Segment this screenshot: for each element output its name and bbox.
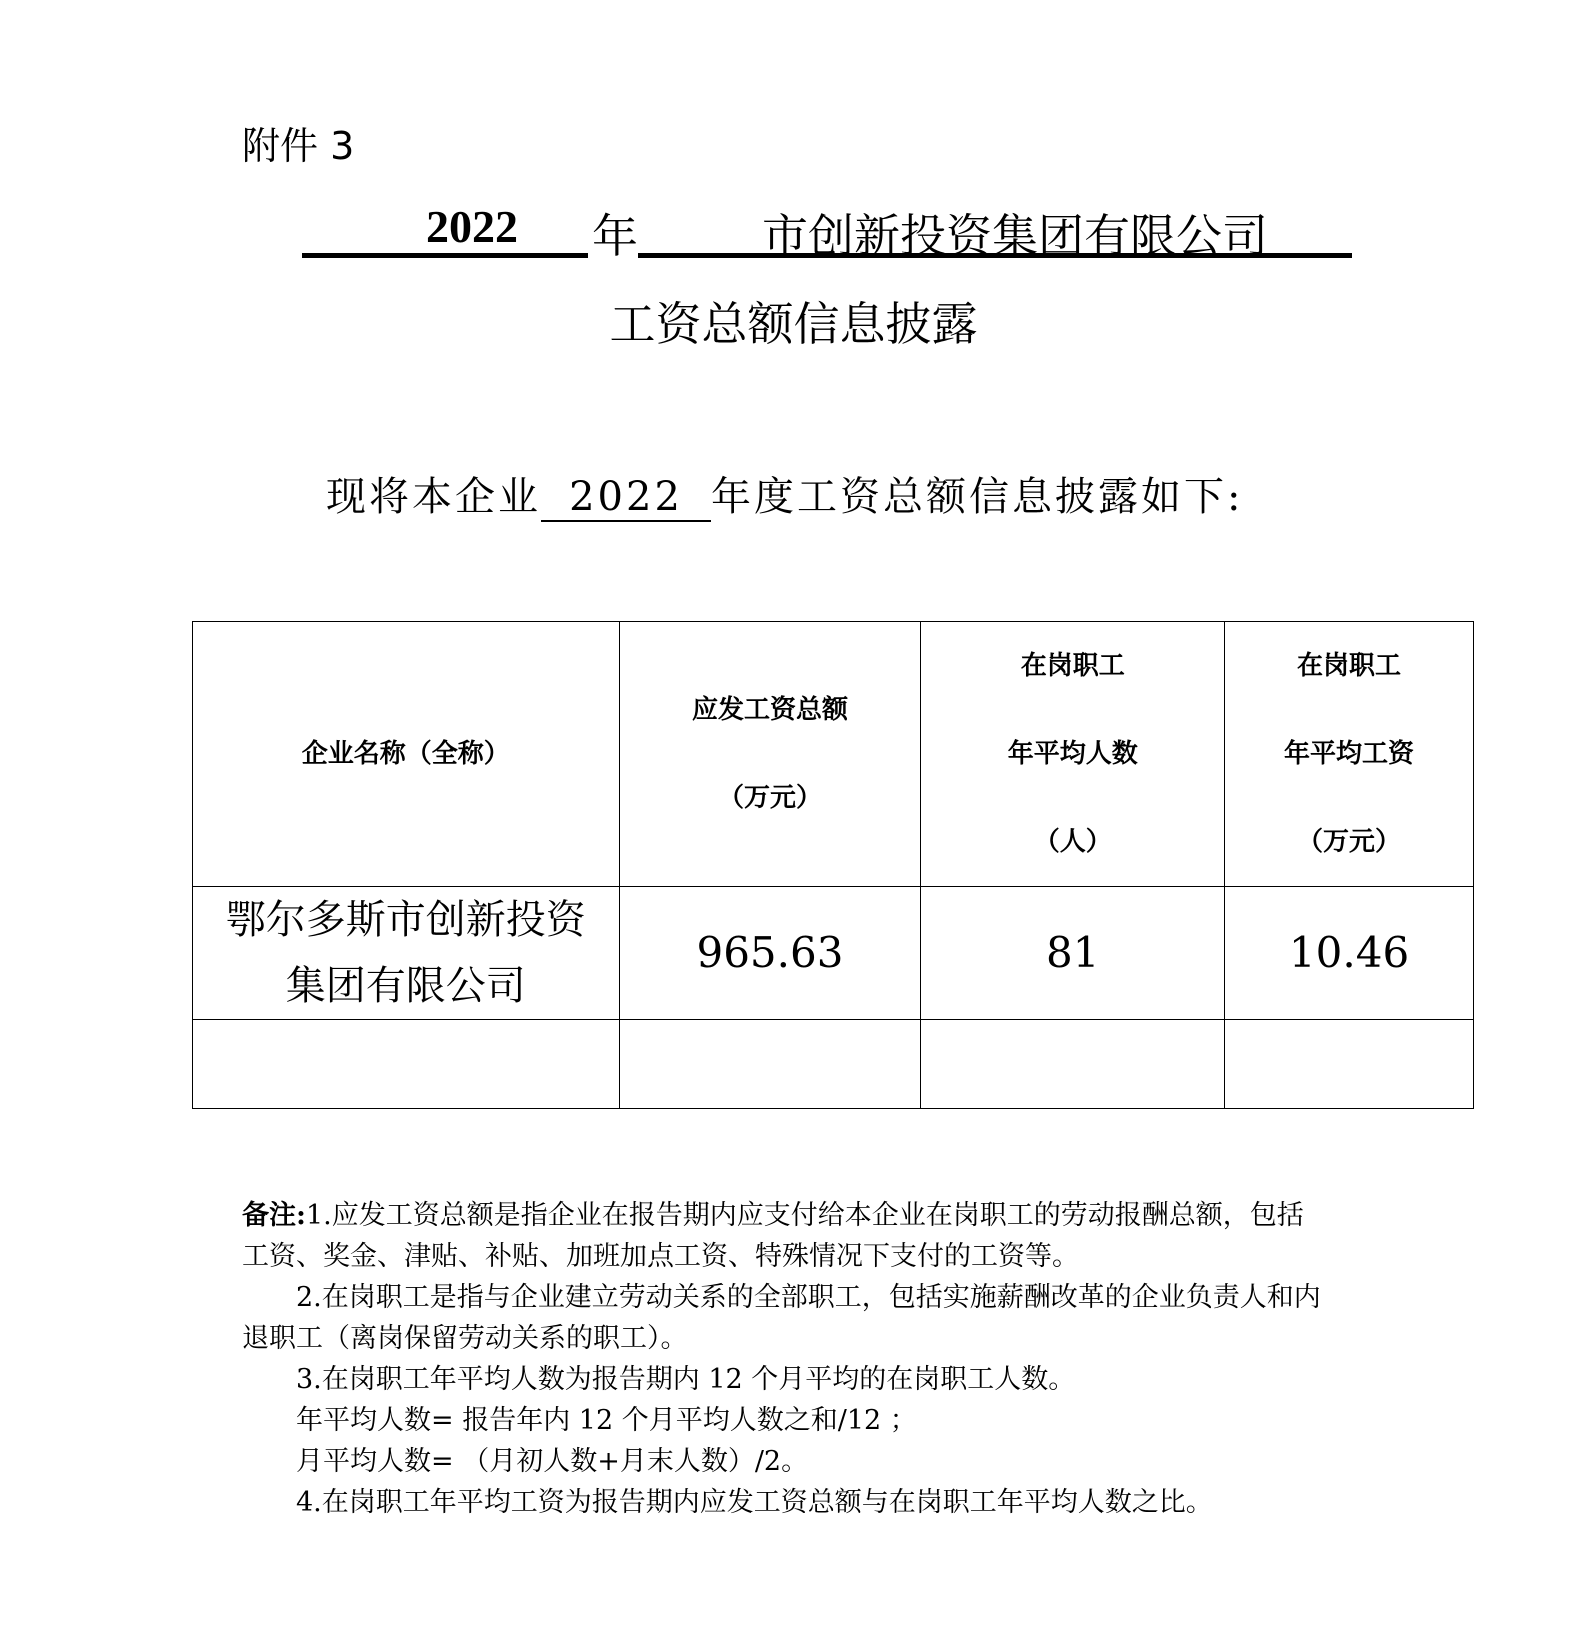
cell-total-wages — [619, 1020, 921, 1109]
intro-year: 2022 — [541, 474, 711, 522]
document-title — [302, 200, 1352, 264]
attachment-label: 附件 3 — [242, 124, 355, 168]
header-total-wages — [619, 622, 921, 887]
note-line: 退职工（离岗保留劳动关系的职工）。 — [242, 1323, 688, 1354]
note-line: 工资、奖金、津贴、补贴、加班加点工资、特殊情况下支付的工资等。 — [242, 1241, 1079, 1272]
header-line: 在岗职工 — [1020, 651, 1125, 681]
cell-avg-headcount — [921, 1020, 1225, 1109]
note-line — [242, 1195, 1352, 1236]
header-line: 企业名称（全称） — [301, 739, 510, 769]
company-name-line: 集团有限公司 — [285, 963, 526, 1009]
notes-label: 备注: — [242, 1200, 306, 1231]
header-avg-wage — [1225, 622, 1474, 887]
header-line: 年平均人数 — [1007, 739, 1138, 769]
header-company-name — [193, 622, 620, 887]
note-line: 2.在岗职工是指与企业建立劳动关系的全部职工，包括实施薪酬改革的企业负责人和内 — [296, 1282, 1321, 1313]
cell-avg-wage — [1225, 1020, 1474, 1109]
table-row-empty — [193, 1020, 1474, 1109]
header-line: （人） — [1033, 827, 1112, 857]
wage-disclosure-table — [192, 621, 1474, 1109]
title-company: 市创新投资集团有限公司 — [638, 200, 1352, 258]
cell-company-name — [193, 1020, 620, 1109]
intro-suffix: 年度工资总额信息披露如下: — [711, 474, 1244, 520]
note-line: 4.在岗职工年平均工资为报告期内应发工资总额与在岗职工年平均人数之比。 — [296, 1487, 1213, 1518]
note-line: 年平均人数= 报告年内 12 个月平均人数之和/12 ； — [296, 1405, 917, 1436]
cell-avg-headcount: 81 — [921, 887, 1225, 1020]
intro-sentence — [326, 470, 1243, 524]
header-avg-headcount — [921, 622, 1225, 887]
header-line: （万元） — [717, 783, 822, 813]
table-row — [193, 887, 1474, 1020]
header-line: （万元） — [1297, 827, 1402, 857]
intro-prefix: 现将本企业 — [326, 474, 541, 520]
company-name-line: 鄂尔多斯市创新投资 — [225, 897, 586, 943]
header-line: 在岗职工 — [1297, 651, 1402, 681]
note-line: 3.在岗职工年平均人数为报告期内 12 个月平均的在岗职工人数。 — [296, 1364, 1076, 1395]
notes-section — [242, 1195, 1352, 1523]
cell-total-wages: 965.63 — [619, 887, 921, 1020]
document-subtitle: 工资总额信息披露 — [609, 297, 978, 351]
header-line: 应发工资总额 — [691, 695, 848, 725]
header-line: 年平均工资 — [1284, 739, 1415, 769]
cell-avg-wage: 10.46 — [1225, 887, 1474, 1020]
note-line: 月平均人数= （月初人数+月末人数）/2。 — [296, 1446, 809, 1477]
note-text: 1.应发工资总额是指企业在报告期内应支付给本企业在岗职工的劳动报酬总额，包括 — [305, 1200, 1304, 1231]
title-year: 2022 — [302, 200, 588, 258]
cell-company-name — [193, 887, 620, 1020]
title-year-suffix: 年 — [592, 209, 638, 263]
table-header-row — [193, 622, 1474, 887]
